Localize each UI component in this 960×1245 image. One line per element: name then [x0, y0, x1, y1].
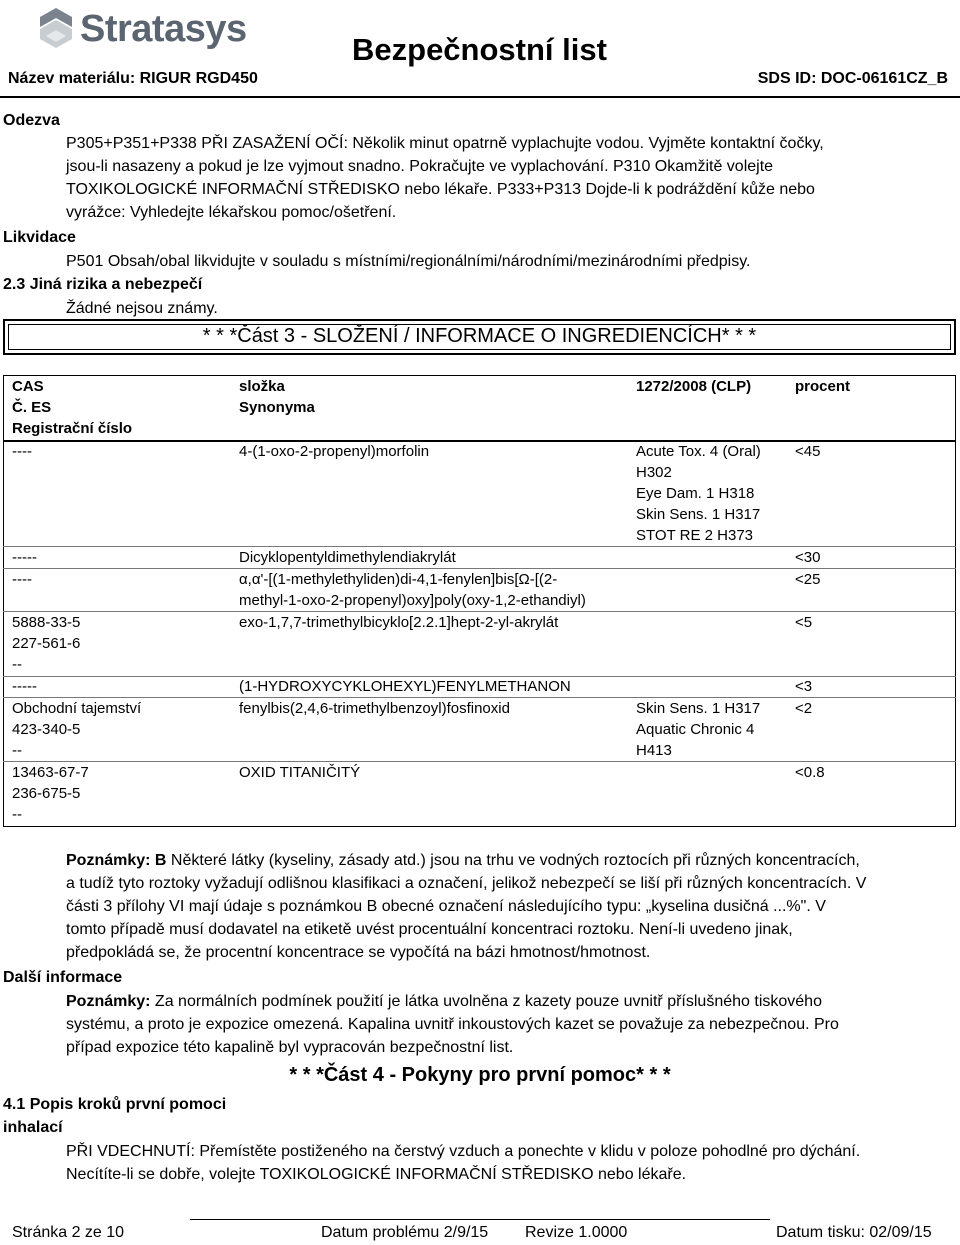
table-row-percent: <45 [795, 443, 821, 460]
component-name: exo-1,7,7-trimethylbicyklo[2.2.1]hept-2-yl-akrylát [239, 614, 559, 631]
header-synonyms-label: Synonyma [239, 399, 315, 416]
revision: Revize 1.0000 [525, 1224, 628, 1241]
header-divider [0, 96, 960, 98]
footer-divider [190, 1219, 770, 1220]
header-cas-label: CAS [12, 378, 44, 395]
section4-sub1: 4.1 Popis kroků první pomoci [3, 1096, 227, 1113]
table-row-cas [12, 676, 232, 697]
table-row-percent: <25 [795, 571, 821, 588]
table-row-clp [636, 441, 786, 546]
table-row-percent: <3 [795, 678, 813, 695]
table-row-name [239, 612, 629, 633]
reg-value: -- [12, 806, 22, 823]
cas-value: ---- [12, 571, 32, 588]
component-name: fenylbis(2,4,6-trimethylbenzoyl)fosfinoxid [239, 700, 510, 717]
clp-value: Aquatic Chronic 4 [636, 721, 755, 738]
notes-b-line: části 3 přílohy VI mají údaje s poznámkou B obecné označení následujícího typu: „kyselina dusičná ...%". V [66, 898, 826, 915]
header-component-label: složka [239, 378, 285, 395]
table-row-name [239, 762, 629, 783]
es-value: 423-340-5 [12, 721, 81, 738]
odezva-line: vyrážce: Vyhledejte lékařskou pomoc/ošetření. [66, 204, 397, 221]
clp-value: Skin Sens. 1 H317 [636, 700, 761, 717]
other-hazards-text: Žádné nejsou známy. [66, 300, 218, 317]
clp-value: Eye Dam. 1 H318 [636, 485, 755, 502]
notes-b [66, 849, 946, 964]
component-name: α,α'-[(1-methylethyliden)di-4,1-fenylen]bis[Ω-[(2- [239, 571, 558, 588]
odezva-heading: Odezva [3, 112, 60, 129]
dalsi-label: Poznámky: [66, 993, 151, 1010]
table-row-name [239, 676, 629, 697]
notes-b-line: Některé látky (kyseliny, zásady atd.) jsou na trhu ve vodných roztocích při různých koncentracích, [170, 852, 860, 869]
table-row-name [239, 547, 629, 568]
section4-sub2: inhalací [3, 1119, 63, 1136]
component-name: Dicyklopentyldimethylendiakrylát [239, 549, 456, 566]
inhalation-text [66, 1140, 946, 1186]
es-value: 227-561-6 [12, 635, 81, 652]
page-number: Stránka 2 ze 10 [12, 1224, 125, 1241]
table-row-percent: <30 [795, 549, 821, 566]
dalsi-line: systému, a proto je expozice omezená. Kapalina uvnitř inkoustových kazet se považuje za nebezpečnou. Pro [66, 1016, 839, 1033]
table-row-cas [12, 441, 232, 462]
clp-value: STOT RE 2 H373 [636, 527, 753, 544]
table-row-name [239, 441, 629, 462]
likvidace-heading: Likvidace [3, 229, 76, 246]
cas-value: 13463-67-7 [12, 764, 89, 781]
document-title: Bezpečnostní list [352, 32, 607, 67]
reg-value: -- [12, 656, 22, 673]
odezva-line: TOXIKOLOGICKÉ INFORMAČNÍ STŘEDISKO nebo lékaře. P333+P313 Dojde-li k podráždění kůže nebo [66, 181, 815, 198]
table-header-clp: 1272/2008 (CLP) [636, 378, 752, 395]
odezva-line: P305+P351+P338 PŘI ZASAŽENÍ OČÍ: Několik minut opatrně vyplachujte vodou. Vyjměte kontaktní čočky, [66, 135, 824, 152]
material-name: Název materiálu: RIGUR RGD450 [8, 70, 258, 87]
table-row-cas [12, 569, 232, 590]
section3-title: * * *Část 3 - SLOŽENÍ / INFORMACE O INGREDIENCÍCH* * * [202, 325, 757, 347]
table-row-cas [12, 547, 232, 568]
table-header-name [239, 376, 629, 418]
table-row-cas [12, 762, 232, 825]
component-name: methyl-1-oxo-2-propenyl)oxy]poly(oxy-1,2-ethandiyl) [239, 592, 586, 609]
cas-value: ---- [12, 443, 32, 460]
company-logo [36, 6, 247, 50]
table-row-name [239, 569, 629, 611]
cas-value: Obchodní tajemství [12, 700, 142, 717]
component-name: 4-(1-oxo-2-propenyl)morfolin [239, 443, 430, 460]
odezva-line: jsou-li nasazeny a pokud je lze vyjmout snadno. Pokračujte ve vyplachování. P310 Okamžitě volejte [66, 158, 774, 175]
sds-id: SDS ID: DOC-06161CZ_B [757, 70, 948, 87]
notes-b-line: předpokládá se, že procentní koncentrace se vypočítá na bázi hmotnost/hmotnost. [66, 944, 651, 961]
notes-b-line: a tudíž tyto roztoky vyžadují odlišnou klasifikaci a označení, jelikož nebezpečí se liší při různých koncentracích. V [66, 875, 867, 892]
table-header-percent: procent [795, 378, 851, 395]
cas-value: 5888-33-5 [12, 614, 81, 631]
section4-title: * * *Část 4 - Pokyny pro první pomoc* * * [289, 1064, 671, 1086]
clp-value: H302 [636, 464, 672, 481]
component-name: OXID TITANIČITÝ [239, 764, 361, 781]
cas-value: ----- [12, 678, 37, 695]
inhalation-line: Necítíte-li se dobře, volejte TOXIKOLOGICKÉ INFORMAČNÍ STŘEDISKO nebo lékaře. [66, 1166, 687, 1183]
table-row-percent: <2 [795, 700, 813, 717]
clp-value: Skin Sens. 1 H317 [636, 506, 761, 523]
dalsi-heading: Další informace [3, 969, 123, 986]
es-value: 236-675-5 [12, 785, 81, 802]
table-row-cas [12, 612, 232, 675]
clp-value: H413 [636, 742, 672, 759]
table-header-cas [12, 376, 232, 439]
dalsi-line: Za normálních podmínek použití je látka uvolněna z kazety pouze uvnitř příslušného tiskového [154, 993, 822, 1010]
dalsi-notes [66, 990, 946, 1059]
table-row-cas [12, 698, 232, 761]
section3-box [3, 319, 956, 355]
header-reg-label: Registrační číslo [12, 420, 133, 437]
header-es-label: Č. ES [12, 399, 52, 416]
stratasys-logo-icon [36, 6, 76, 50]
reg-value: -- [12, 742, 22, 759]
table-row-clp [636, 698, 786, 761]
print-date: Datum tisku: 02/09/15 [776, 1224, 932, 1241]
clp-value: Acute Tox. 4 (Oral) [636, 443, 761, 460]
logo-wordmark: Stratasys [80, 8, 247, 50]
likvidace-text: P501 Obsah/obal likvidujte v souladu s místními/regionálními/národními/mezinárodními předpisy. [66, 253, 751, 270]
cas-value: ----- [12, 549, 37, 566]
notes-b-label: Poznámky: B [66, 852, 167, 869]
notes-b-line: tomto případě musí dodavatel na etiketě uvést procentuální koncentraci roztoku. Není-li uvedeno jinak, [66, 921, 793, 938]
table-row-percent: <5 [795, 614, 813, 631]
dalsi-line: případ expozice této kapalině byl vypracován bezpečnostní list. [66, 1039, 514, 1056]
odezva-text [66, 132, 946, 224]
inhalation-line: PŘI VDECHNUTÍ: Přemístěte postiženého na čerstvý vzduch a ponechte v klidu v poloze pohodlné pro dýchání. [66, 1143, 861, 1160]
table-row-name [239, 698, 629, 719]
other-hazards-heading: 2.3 Jiná rizika a nebezpečí [3, 276, 203, 293]
component-name: (1-HYDROXYCYKLOHEXYL)FENYLMETHANON [239, 678, 571, 695]
issue-date: Datum problému 2/9/15 [321, 1224, 489, 1241]
table-row-percent: <0.8 [795, 764, 825, 781]
